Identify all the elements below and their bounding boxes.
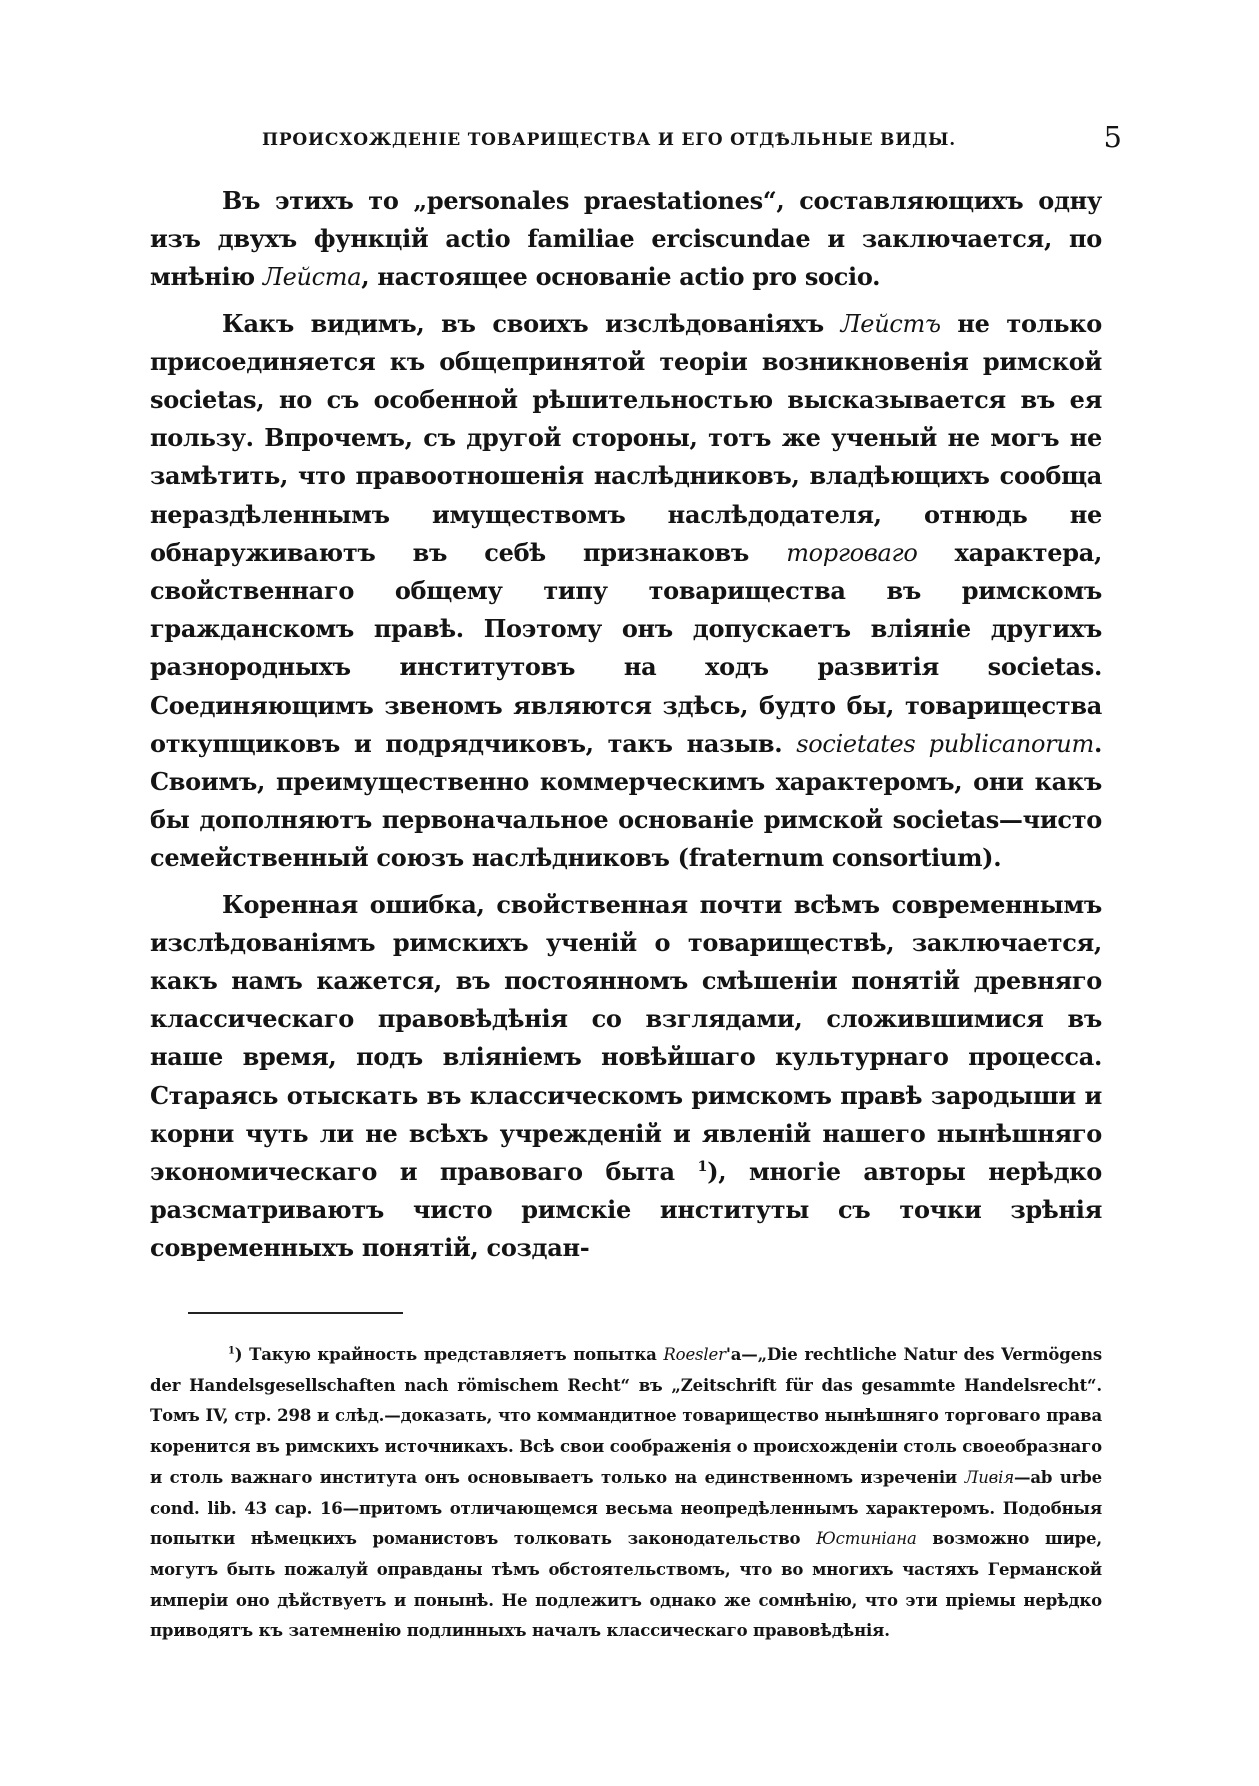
- page-number: 5: [1103, 120, 1122, 154]
- text-run: Какъ видимъ, въ своихъ изслѣдованіяхъ: [222, 308, 841, 338]
- text-run: возможно шире, могутъ быть пожалуй оправданы тѣмъ обстоятельствомъ, что во многихъ частяхъ Германской имперіи оно дѣйствуетъ и понынѣ. Не подлежитъ однако же сомнѣнію, что эти пріемы нерѣдко приводятъ къ затемненію подлинныхъ началъ классическаго правовѣдѣнія.: [150, 1529, 1102, 1641]
- text-run: ), многіе авторы нерѣдко разсматриваютъ чисто римскіе институты съ точки зрѣнія современныхъ понятій, создан-: [150, 1157, 1103, 1263]
- text-run: . Своимъ, преимущественно коммерческимъ характеромъ, они какъ бы дополняютъ первоначальное основаніе римской societas—чисто семейственный союзъ наслѣдниковъ (fraternum consortium).: [150, 728, 1102, 873]
- italic-term: societates publicanorum: [796, 729, 1094, 758]
- paragraph-2: [150, 305, 1102, 878]
- footnote-divider: [188, 1312, 403, 1314]
- italic-word: торговаго: [786, 538, 918, 567]
- footnote-reference[interactable]: 1: [697, 1158, 708, 1176]
- text-run: —ab urbe cond. lib. 43 cap. 16—притомъ отличающемся весьма неопредѣленнымъ характеромъ. Подобныя попытки нѣмецкихъ романистовъ толковать законодательство: [150, 1467, 1102, 1549]
- text-run: характера, свойственнаго общему типу товарищества въ римскомъ гражданскомъ правѣ. Поэтому онъ допускаетъ вліяніе другихъ разнородныхъ институтовъ на ходъ развитія societas. Соединяющимъ звеномъ являются здѣсь, будто бы, товарищества откупщиковъ и подрядчиковъ, такъ назыв.: [150, 537, 1102, 758]
- italic-name: Лейстъ: [840, 309, 941, 338]
- text-run: не только присоединяется къ общепринятой теоріи возникновенія римской societas, но съ особенной рѣшительностью высказывается въ ея пользу. Впрочемъ, съ другой стороны, тотъ же ученый не могъ не замѣтить, что правоотношенія наслѣдниковъ, владѣющихъ сообща нераздѣленнымъ имуществомъ наслѣдодателя, отнюдь не обнаруживаютъ въ себѣ признаковъ: [150, 308, 1103, 567]
- paragraph-1: [150, 182, 1102, 297]
- italic-name: Юстиніана: [816, 1529, 917, 1549]
- running-title: ПРОИСХОЖДЕНІЕ ТОВАРИЩЕСТВА И ЕГО ОТДѢЛЬНЫЕ ВИДЫ.: [262, 130, 956, 150]
- text-run: 'а—„Die rechtliche Natur des Vermögens der Handelsgesellschaften nach römischem Recht“ въ „Zeitschrift für das gesammte Handelsrecht“. Томъ IV, стр. 298 и слѣд.—доказать, что коммандитное товарищество нынѣшняго торговаго права коренится въ римскихъ источникахъ. Всѣ свои соображенія о происхожденіи столь своеобразнаго и столь важнаго института онъ основываетъ только на единственномъ изреченіи: [150, 1345, 1102, 1487]
- text-run: Въ этихъ то „personales praestationes“, составляющихъ одну изъ двухъ функцій actio familiae erciscundae и заключается, по мнѣнію: [150, 186, 1102, 292]
- footnote-mark: 1: [228, 1345, 235, 1357]
- italic-name: Ливія: [964, 1467, 1015, 1487]
- text-run: , настоящее основаніе actio pro socio.: [361, 262, 881, 292]
- paragraph-3: [150, 886, 1102, 1268]
- italic-name: Roesler: [663, 1345, 726, 1364]
- main-text: [150, 182, 1102, 1276]
- text-run: ) Такую крайность представляетъ попытка: [234, 1345, 664, 1364]
- text-run: Коренная ошибка, свойственная почти всѣмъ современнымъ изслѣдованіямъ римскихъ ученій о товариществѣ, заключается, какъ намъ кажется, въ постоянномъ смѣшеніи понятій древняго классическаго правовѣдѣнія со взглядами, сложившимися въ наше время, подъ вліяніемъ новѣйшаго культурнаго процесса. Стараясь отыскать въ классическомъ римскомъ правѣ зародыши и корни чуть ли не всѣхъ учрежденій и явленій нашего нынѣшняго экономическаго и правоваго быта: [150, 889, 1102, 1187]
- footnote: [150, 1340, 1102, 1647]
- italic-name: Лейста: [262, 263, 362, 292]
- running-header: [262, 120, 1122, 160]
